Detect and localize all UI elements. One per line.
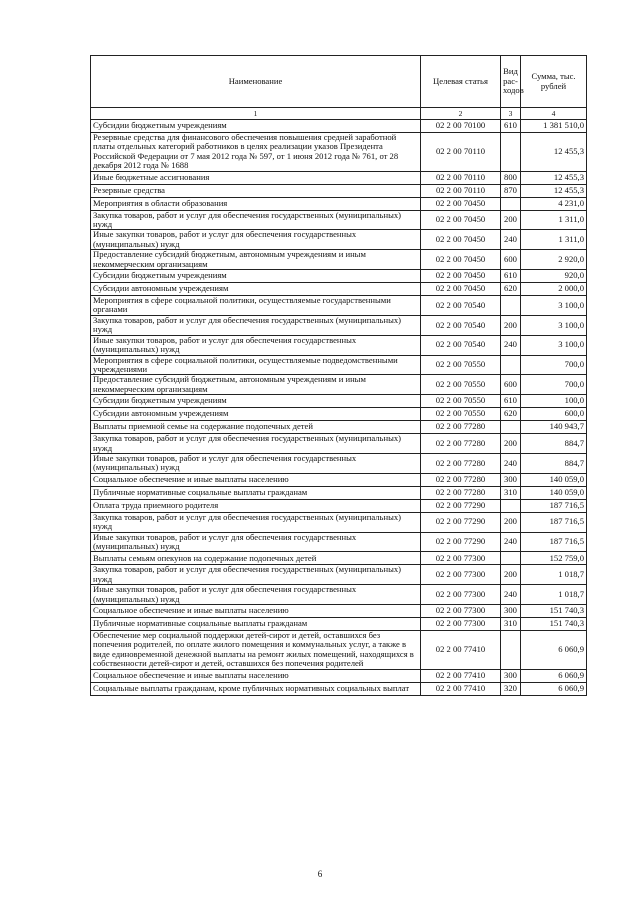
row-expense-type: 620: [501, 408, 521, 421]
row-name: Социальное обеспечение и иные выплаты населению: [91, 473, 421, 486]
table-row: [91, 486, 587, 499]
table-row: [91, 230, 587, 250]
row-target-article: 02 2 00 70550: [421, 408, 501, 421]
row-name: Выплаты приемной семье на содержание подопечных детей: [91, 421, 421, 434]
table-row: [91, 453, 587, 473]
header-target-article: Целевая статья: [421, 56, 501, 108]
row-target-article: 02 2 00 70450: [421, 210, 501, 230]
table-row: [91, 631, 587, 670]
row-target-article: 02 2 00 70540: [421, 335, 501, 355]
column-number: 4: [521, 108, 587, 120]
row-name: Мероприятия в сфере социальной политики, осуществляемые государственными органами: [91, 296, 421, 316]
table-row: [91, 133, 587, 172]
row-sum: 6 060,9: [521, 669, 587, 682]
row-name: Иные закупки товаров, работ и услуг для обеспечения государственных (муниципальных) нужд: [91, 532, 421, 552]
row-target-article: 02 2 00 77300: [421, 585, 501, 605]
table-body: [91, 120, 587, 696]
row-name: Субсидии автономным учреждениям: [91, 408, 421, 421]
row-sum: 151 740,3: [521, 618, 587, 631]
row-expense-type: 240: [501, 453, 521, 473]
row-target-article: 02 2 00 70540: [421, 315, 501, 335]
row-target-article: 02 2 00 70110: [421, 133, 501, 172]
page-number: 6: [317, 869, 323, 879]
row-target-article: 02 2 00 77280: [421, 473, 501, 486]
row-expense-type: 600: [501, 250, 521, 270]
row-target-article: 02 2 00 70100: [421, 120, 501, 133]
table-row: [91, 618, 587, 631]
row-sum: 187 716,5: [521, 499, 587, 512]
row-target-article: 02 2 00 70450: [421, 283, 501, 296]
row-name: Мероприятия в области образования: [91, 197, 421, 210]
table-row: [91, 250, 587, 270]
table-row: [91, 197, 587, 210]
column-numbers-row: [91, 108, 587, 120]
table-row: [91, 605, 587, 618]
row-sum: 1 018,7: [521, 565, 587, 585]
row-expense-type: 200: [501, 565, 521, 585]
header-name: Наименование: [91, 56, 421, 108]
row-sum: 187 716,5: [521, 532, 587, 552]
table-row: [91, 585, 587, 605]
row-sum: 140 943,7: [521, 421, 587, 434]
row-sum: 140 059,0: [521, 473, 587, 486]
row-sum: 1 018,7: [521, 585, 587, 605]
row-name: Оплата труда приемного родителя: [91, 499, 421, 512]
row-name: Иные закупки товаров, работ и услуг для обеспечения государственных (муниципальных) нужд: [91, 453, 421, 473]
row-name: Закупка товаров, работ и услуг для обеспечения государственных (муниципальных) нужд: [91, 565, 421, 585]
row-sum: 600,0: [521, 408, 587, 421]
table-row: [91, 473, 587, 486]
row-expense-type: 620: [501, 283, 521, 296]
row-target-article: 02 2 00 70110: [421, 171, 501, 184]
row-target-article: 02 2 00 70450: [421, 230, 501, 250]
row-expense-type: 200: [501, 315, 521, 335]
row-target-article: 02 2 00 77280: [421, 421, 501, 434]
row-name: Иные закупки товаров, работ и услуг для обеспечения государственных (муниципальных) нужд: [91, 585, 421, 605]
row-name: Закупка товаров, работ и услуг для обеспечения государственных (муниципальных) нужд: [91, 210, 421, 230]
row-expense-type: [501, 552, 521, 565]
row-expense-type: 610: [501, 120, 521, 133]
row-sum: 884,7: [521, 453, 587, 473]
table-row: [91, 270, 587, 283]
column-number: 2: [421, 108, 501, 120]
row-name: Закупка товаров, работ и услуг для обеспечения государственных (муниципальных) нужд: [91, 315, 421, 335]
header-expense-type: Вид рас-ходов: [501, 56, 521, 108]
row-target-article: 02 2 00 77300: [421, 605, 501, 618]
row-expense-type: 310: [501, 618, 521, 631]
row-expense-type: 310: [501, 486, 521, 499]
row-sum: 6 060,9: [521, 631, 587, 670]
row-target-article: 02 2 00 77290: [421, 499, 501, 512]
row-sum: 1 311,0: [521, 230, 587, 250]
row-sum: 2 000,0: [521, 283, 587, 296]
row-sum: 3 100,0: [521, 296, 587, 316]
row-target-article: 02 2 00 77280: [421, 486, 501, 499]
row-target-article: 02 2 00 77300: [421, 552, 501, 565]
table-row: [91, 532, 587, 552]
row-name: Закупка товаров, работ и услуг для обеспечения государственных (муниципальных) нужд: [91, 434, 421, 454]
row-target-article: 02 2 00 70550: [421, 395, 501, 408]
row-target-article: 02 2 00 70450: [421, 270, 501, 283]
row-expense-type: 240: [501, 532, 521, 552]
row-sum: 12 455,3: [521, 171, 587, 184]
table-row: [91, 171, 587, 184]
row-expense-type: [501, 197, 521, 210]
table-row: [91, 512, 587, 532]
row-name: Предоставление субсидий бюджетным, автономным учреждениям и иным некоммерческим организациям: [91, 250, 421, 270]
row-name: Предоставление субсидий бюджетным, автономным учреждениям и иным некоммерческим организациям: [91, 375, 421, 395]
row-sum: 3 100,0: [521, 315, 587, 335]
row-expense-type: 200: [501, 512, 521, 532]
table-row: [91, 499, 587, 512]
row-expense-type: 240: [501, 585, 521, 605]
row-expense-type: 300: [501, 473, 521, 486]
row-expense-type: 320: [501, 682, 521, 695]
row-name: Иные закупки товаров, работ и услуг для обеспечения государственных (муниципальных) нужд: [91, 230, 421, 250]
row-expense-type: 610: [501, 395, 521, 408]
budget-table: [90, 55, 587, 696]
table-row: [91, 335, 587, 355]
table-row: [91, 283, 587, 296]
row-sum: 700,0: [521, 355, 587, 375]
row-sum: 920,0: [521, 270, 587, 283]
row-expense-type: 870: [501, 184, 521, 197]
row-sum: 1 311,0: [521, 210, 587, 230]
row-expense-type: [501, 499, 521, 512]
row-name: Иные закупки товаров, работ и услуг для обеспечения государственных (муниципальных) нужд: [91, 335, 421, 355]
row-name: Публичные нормативные социальные выплаты гражданам: [91, 618, 421, 631]
row-expense-type: [501, 421, 521, 434]
table-row: [91, 296, 587, 316]
row-sum: 700,0: [521, 375, 587, 395]
table-row: [91, 315, 587, 335]
row-sum: 140 059,0: [521, 486, 587, 499]
row-expense-type: 240: [501, 230, 521, 250]
row-expense-type: 300: [501, 669, 521, 682]
row-expense-type: 610: [501, 270, 521, 283]
row-name: Субсидии бюджетным учреждениям: [91, 120, 421, 133]
row-target-article: 02 2 00 70110: [421, 184, 501, 197]
row-sum: 12 455,3: [521, 184, 587, 197]
row-sum: 1 381 510,0: [521, 120, 587, 133]
table-row: [91, 552, 587, 565]
row-sum: 6 060,9: [521, 682, 587, 695]
row-expense-type: 300: [501, 605, 521, 618]
row-target-article: 02 2 00 70450: [421, 197, 501, 210]
row-sum: 151 740,3: [521, 605, 587, 618]
row-target-article: 02 2 00 70550: [421, 375, 501, 395]
row-name: Резервные средства для финансового обеспечения повышения средней заработной платы отдельных категорий работников в целях реализации указов Президента Российской Федерации от 7 мая 2012 года № 597, от 1 июня 2012 года № 761, от 28 декабря 2012 года № 1688: [91, 133, 421, 172]
row-name: Субсидии автономным учреждениям: [91, 283, 421, 296]
row-target-article: 02 2 00 77290: [421, 532, 501, 552]
row-sum: 187 716,5: [521, 512, 587, 532]
row-name: Социальное обеспечение и иные выплаты населению: [91, 605, 421, 618]
row-name: Закупка товаров, работ и услуг для обеспечения государственных (муниципальных) нужд: [91, 512, 421, 532]
row-target-article: 02 2 00 70540: [421, 296, 501, 316]
row-name: Резервные средства: [91, 184, 421, 197]
header-sum: Сумма, тыс. рублей: [521, 56, 587, 108]
row-target-article: 02 2 00 77280: [421, 453, 501, 473]
table-row: [91, 120, 587, 133]
table-row: [91, 408, 587, 421]
table-row: [91, 355, 587, 375]
row-target-article: 02 2 00 77410: [421, 669, 501, 682]
row-sum: 100,0: [521, 395, 587, 408]
row-expense-type: 200: [501, 210, 521, 230]
row-target-article: 02 2 00 77300: [421, 618, 501, 631]
row-sum: 4 231,0: [521, 197, 587, 210]
row-sum: 2 920,0: [521, 250, 587, 270]
row-sum: 12 455,3: [521, 133, 587, 172]
table-row: [91, 669, 587, 682]
row-target-article: 02 2 00 70450: [421, 250, 501, 270]
table-row: [91, 375, 587, 395]
row-name: Публичные нормативные социальные выплаты гражданам: [91, 486, 421, 499]
table-row: [91, 184, 587, 197]
row-target-article: 02 2 00 77290: [421, 512, 501, 532]
row-target-article: 02 2 00 77410: [421, 631, 501, 670]
row-name: Выплаты семьям опекунов на содержание подопечных детей: [91, 552, 421, 565]
row-name: Мероприятия в сфере социальной политики, осуществляемые подведомственными учреждениями: [91, 355, 421, 375]
row-expense-type: [501, 296, 521, 316]
row-target-article: 02 2 00 70550: [421, 355, 501, 375]
row-name: Обеспечение мер социальной поддержки детей-сирот и детей, оставшихся без попечения родителей, по оплате жилого помещения и коммунальных услуг, а также в виде единовременной денежной выплаты на ремонт жилых помещений, находящихся в собственности детей-сирот и детей, оставшихся без попечения родителей: [91, 631, 421, 670]
row-sum: 884,7: [521, 434, 587, 454]
row-name: Социальное обеспечение и иные выплаты населению: [91, 669, 421, 682]
row-target-article: 02 2 00 77300: [421, 565, 501, 585]
table-row: [91, 565, 587, 585]
row-name: Социальные выплаты гражданам, кроме публичных нормативных социальных выплат: [91, 682, 421, 695]
row-target-article: 02 2 00 77410: [421, 682, 501, 695]
table-row: [91, 434, 587, 454]
row-sum: 152 759,0: [521, 552, 587, 565]
table-row: [91, 395, 587, 408]
row-expense-type: 200: [501, 434, 521, 454]
table-row: [91, 421, 587, 434]
row-expense-type: [501, 631, 521, 670]
table-header-row: [91, 56, 587, 108]
row-target-article: 02 2 00 77280: [421, 434, 501, 454]
row-expense-type: [501, 355, 521, 375]
table-row: [91, 682, 587, 695]
row-sum: 3 100,0: [521, 335, 587, 355]
row-expense-type: [501, 133, 521, 172]
row-name: Иные бюджетные ассигнования: [91, 171, 421, 184]
row-expense-type: 240: [501, 335, 521, 355]
column-number: 1: [91, 108, 421, 120]
column-number: 3: [501, 108, 521, 120]
row-expense-type: 800: [501, 171, 521, 184]
table-row: [91, 210, 587, 230]
row-name: Субсидии бюджетным учреждениям: [91, 270, 421, 283]
row-expense-type: 600: [501, 375, 521, 395]
row-name: Субсидии бюджетным учреждениям: [91, 395, 421, 408]
